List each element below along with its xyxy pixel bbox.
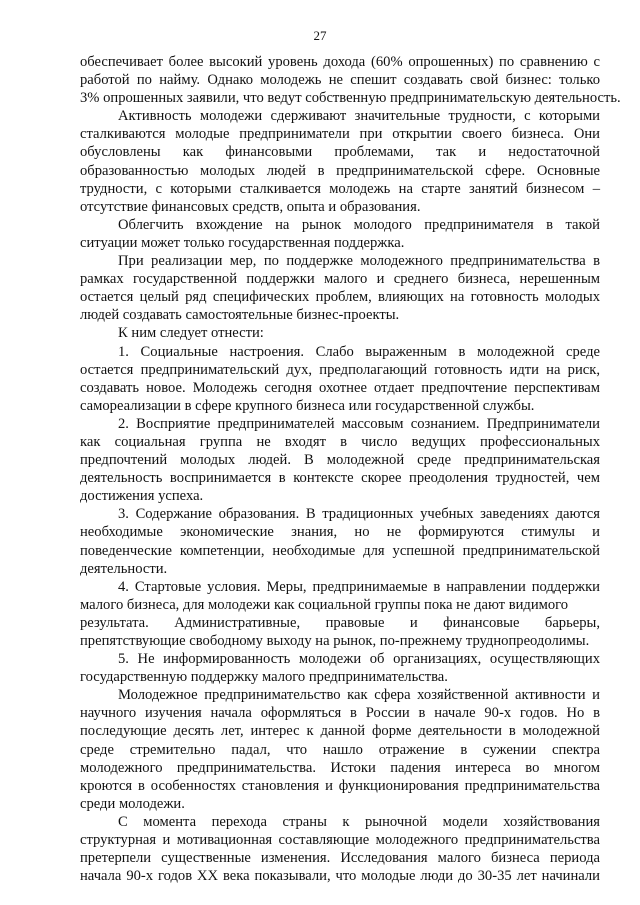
text-line: создавать новое. Молодежь сегодня охотнее отдает предпочтение перспективам	[80, 379, 600, 396]
text-line: образованностью молодых людей в предпринимательской сфере. Основные	[80, 162, 600, 179]
document-body	[80, 53, 621, 885]
text-line: молодежного предпринимательства. Истоки падения интереса во многом	[80, 759, 600, 776]
text-line: поведенческие компетенции, необходимые для успешной предпринимательской	[80, 542, 600, 559]
text-line: людей создавать самостоятельные бизнес-проекты.	[80, 307, 400, 324]
text-line: трудности, с которыми сталкивается молодежь на старте занятий бизнесом –	[80, 180, 600, 197]
text-line: Облегчить вхождение на рынок молодого предпринимателя в такой	[118, 216, 600, 233]
text-line: государственную поддержку малого предпринимательства.	[80, 669, 448, 686]
text-line: Молодежное предпринимательство как сфера хозяйственной активности и	[118, 687, 600, 704]
text-line: деятельности.	[80, 560, 168, 577]
text-line: обеспечивает более высокий уровень дохода (60% опрошенных) по сравнению с	[80, 54, 600, 70]
text-line: как социальная группа не входят в число ведущих профессиональных	[80, 433, 600, 450]
text-line: 2. Восприятие предпринимателей массовым сознанием. Предприниматели	[118, 415, 600, 432]
text-line: работой по найму. Однако молодежь не спешит создавать свой бизнес: только	[80, 72, 600, 89]
text-line: Активность молодежи сдерживают значительные трудности, с которыми	[118, 108, 600, 125]
text-line: К ним следует отнести:	[118, 325, 264, 342]
text-line: 1. Социальные настроения. Слабо выраженным в молодежной среде	[118, 343, 600, 360]
text-line: При реализации мер, по поддержке молодежного предпринимательства в	[118, 253, 600, 270]
text-line: С момента перехода страны к рыночной модели хозяйствования	[118, 813, 600, 830]
text-line: научного изучения начала оформляться в России в начале 90-х годов. Но в	[80, 705, 600, 722]
text-line: ситуации может только государственная поддержка.	[80, 234, 405, 251]
text-line: среде стремительно падал, что нашло отражение в сужении спектра	[80, 741, 600, 758]
text-line: претерпели существенные изменения. Исследования малого бизнеса периода	[80, 850, 600, 867]
page-number: 27	[313, 28, 327, 43]
text-line: необходимые экономические знания, но не формируются стимулы и	[80, 524, 600, 541]
text-line: рамках государственной поддержки малого и среднего бизнеса, нерешенным	[80, 271, 600, 288]
text-line: результата. Административные, правовые и финансовые барьеры,	[80, 614, 600, 631]
text-line: деятельность воспринимается в контексте скорее преодоления трудностей, чем	[80, 470, 600, 487]
text-line: отсутствие финансовых средств, опыта и образования.	[80, 198, 421, 215]
text-line: малого бизнеса, для молодежи как социальной группы пока не дают видимого	[80, 596, 569, 613]
text-line: предпочтений молодых людей. В молодежной среде предпринимательская	[80, 452, 600, 469]
text-line: 4. Стартовые условия. Меры, предпринимаемые в направлении поддержки	[118, 578, 600, 595]
text-line: остается предпринимательский дух, предполагающий готовность идти на риск,	[80, 361, 600, 378]
text-line: начала 90-х годов XX века показывали, что молодые люди до 30-35 лет начинали	[80, 868, 600, 885]
text-line: кроются в особенностях становления и функционирования предпринимательства	[80, 777, 600, 794]
text-line: остается целый ряд специфических проблем, влияющих на готовность молодых	[80, 289, 600, 306]
text-line: последующие десять лет, интерес к данной форме деятельности в молодежной	[80, 723, 600, 740]
text-line: самореализации в сфере крупного бизнеса или государственной службы.	[80, 397, 535, 414]
text-line: 5. Не информированность молодежи об организациях, осуществляющих	[118, 651, 600, 668]
text-line: 3. Содержание образования. В традиционных учебных заведениях даются	[118, 506, 600, 523]
text-line: сталкиваются молодые предприниматели при открытии своего бизнеса. Они	[80, 126, 600, 143]
text-line: обусловлены как финансовыми проблемами, так и недостаточной	[80, 144, 600, 161]
text-line: 3% опрошенных заявили, что ведут собственную предпринимательскую деятельность.	[80, 90, 621, 107]
text-line: структурная и мотивационная составляющие молодежного предпринимательства	[80, 832, 600, 849]
text-line: среди молодежи.	[80, 795, 185, 812]
text-line: достижения успеха.	[80, 488, 204, 505]
text-line: препятствующие свободному выходу на рынок, по-прежнему труднопреодолимы.	[80, 633, 590, 649]
